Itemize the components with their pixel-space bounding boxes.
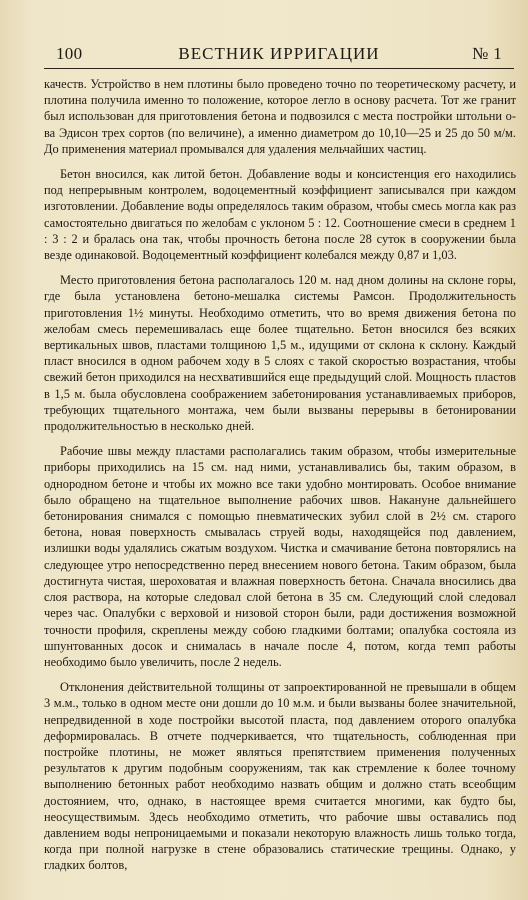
- header-rule: [44, 68, 514, 69]
- page-number: 100: [56, 44, 83, 63]
- paragraph-mixing-site: Место приготовления бетона располагалось 120 м. над дном долины на склоне горы, где была установлена бетоно-мешалка системы Рамсон. Продолжительность приготовления 1½ минуты. Необходимо отметить, что во время движения бетона по желобам смесь перемешивалась еще более тщательно. Бетон вносился без всяких вертикальных швов, пластами толщиною 1,5 м., идущими от склона к склону. Каждый пласт вносился в одном рабочем ходу в 5 слоях с такой скоростью возрастания, чтобы свежий бетон приходился на несхватившийся еще предыдущий слой. Мощность пластов в 1,5 м. была обусловлена соображением забетонирования устанавливаемых приборов, требующих тщательного монтажа, чем были вызваны перерывы в бетонировании продолжительностью в несколько дней.: [44, 273, 516, 434]
- article-body: [44, 76, 516, 883]
- paragraph-deviations: Отклонения действительной толщины от запроектированной не превышали в общем 3 м.м., только в одном месте они дошли до 10 м.м. и были вызваны более значительной, непредвиденной в ходе постройки высотой пласта, под давлением оторого опалубка деформировалась. В отчете подчеркивается, что тщательность, соблюденная при постройке плотины, не может являться препятствием применения полученных результатов к другим подобным сооружениям, так как стремление к более точному выполнению бетонных работ необходимо назвать общим и должно стать всеобщим достоянием, что, однако, в настоящее время считается многими, как будто бы, неосуществимым. Здесь необходимо отметить, что рабочие швы оставались под давлением воды непроницаемыми и показали некоторую влажность лишь только тогда, когда при полной нагрузке в стене образовались статические трещины. Однако, у гладких болтов,: [44, 680, 516, 873]
- paragraph-working-joints: Рабочие швы между пластами располагались таким образом, чтобы измерительные приборы приходились на 15 см. над ними, устанавливались бы, таким образом, в однородном бетоне и чтобы их можно все таки удобно монтировать. Особое внимание было обращено на тщательное выполнение рабочих швов. Накануне дальнейшего бетонирования снимался с помощью пневматических зубил слой в 2½ см. старого бетона, новая поверхность смывалась струей воды, находящейся под давлением, излишки воды удалялись сжатым воздухом. Чистка и смачивание бетона повторялись на следующее утро непосредственно перед внесением нового бетона. Таким образом, была достигнута чистая, шероховатая и влажная поверхность бетона. Сначала вносились два слоя раствора, на которые следовал слой бетона в 35 см. Следующий слой следовал через час. Опалубки с верховой и низовой сторон были, ради достижения возможной точности профиля, скреплены между собою гладкими болтами; опалубка состояла из шпунтованных досок и снималась в начале после 4, потом, когда темп работы необходимо было увеличить, после 2 недель.: [44, 444, 516, 669]
- paragraph-continuation: качеств. Устройство в нем плотины было проведено точно по теоретическому расчету, и плотина получила именно то положение, которое легло в основу расчета. Тот же гранит был использован для приготовления бетона и подвозился с места постройки штольни о-ва Эдисон трех сортов (по величине), а именно диаметром до 10,10—25 и 25 до 50 м/м. До применения материал промывался для удаления мельчайших частиц.: [44, 77, 516, 156]
- paragraph-concrete-pouring: Бетон вносился, как литой бетон. Добавление воды и консистенция его находились под непрерывным контролем, водоцементный коэффициент записывался при каждом изготовлении. Добавление воды определялось таким образом, чтобы смесь могла как раз самостоятельно двигаться по желобам с уклоном 5 : 12. Соотношение смеси в среднем 1 : 3 : 2 и бралась она так, чтобы прочность бетона после 28 суток в сооружении была везде одинаковой. Водоцементный коэффициент колебался между 0,87 и 1,03.: [44, 167, 516, 263]
- journal-title: ВЕСТНИК ИРРИГАЦИИ: [178, 44, 380, 63]
- issue-number: № 1: [472, 44, 502, 63]
- running-header: [44, 42, 514, 68]
